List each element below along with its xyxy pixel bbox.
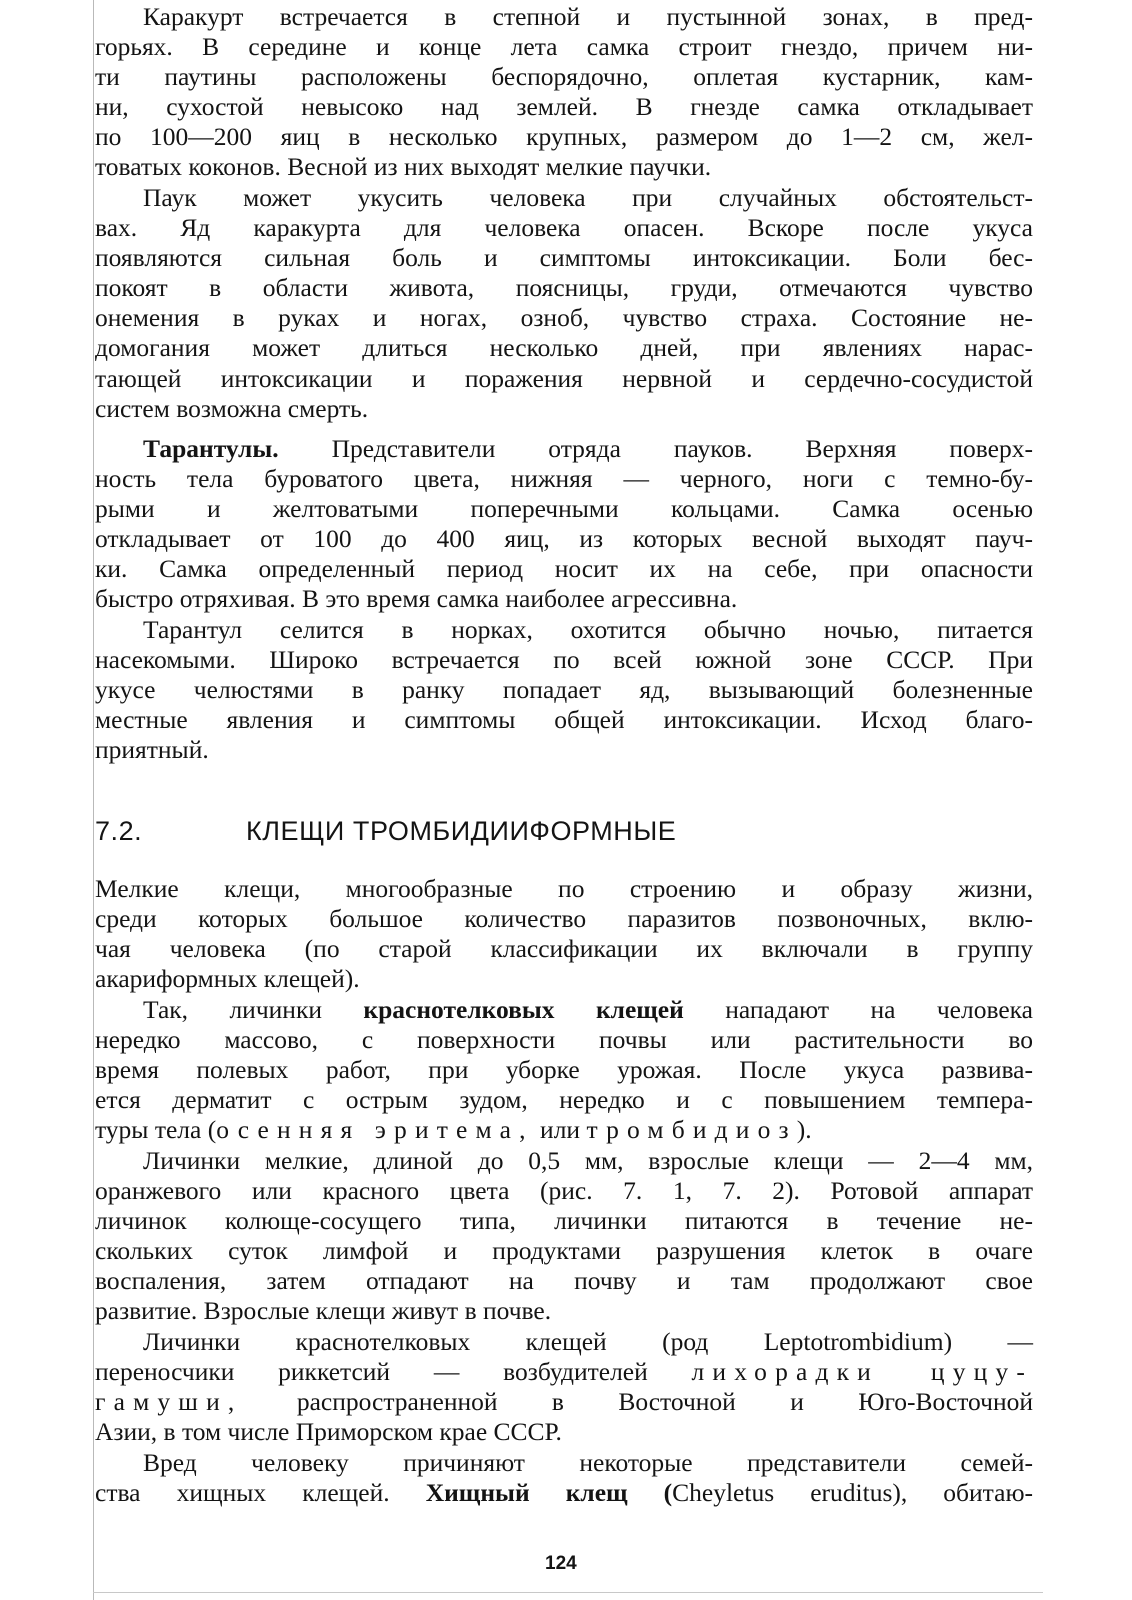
text-line: горьях. В середине и конце лета самка строит гнездо, причем ни- [95,32,1033,62]
page-number: 124 [545,1553,577,1574]
text-fragment: переносчики риккетсий — возбудителей [95,1357,692,1387]
paragraph-mites-intro [95,874,1033,994]
text-line: нередко массово, с поверхности почвы или растительности во [95,1025,1033,1055]
term-tsutsugamushi-fever: лихорадки цуцу- [691,1357,1033,1387]
text-line: укусе челюстями в ранку попадает яд, вызывающий болезненные [95,675,1033,705]
text-line: систем возможна смерть. [95,393,369,423]
page-left-border [93,0,94,1600]
paragraph-tarantula-habitat [95,615,1033,765]
text-line: воспаления, затем отпадают на почву и там продолжают свое [95,1266,1033,1296]
text-line: личинок колюще-сосущего типа, личинки питаются в течение не- [95,1206,1033,1236]
text-line: ки. Самка определенный период носит их на себе, при опасности [95,554,1033,584]
paragraph-larvae [95,1146,1033,1327]
text-line: ти паутины расположены беспорядочно, оплетая кустарник, кам- [95,62,1033,92]
section-title: КЛЕЩИ ТРОМБИДИИФОРМНЫЕ [246,816,677,846]
section-number: 7.2. [95,816,143,846]
text-fragment: ства хищных клещей. [95,1478,426,1508]
text-line [95,1478,1033,1508]
text-line: Паук может укусить человека при случайных обстоятельст- [143,183,1033,212]
paragraph-karakurt-bite [95,183,1033,424]
text-line: откладывает от 100 до 400 яиц, из которых весной выходят пауч- [95,524,1033,554]
text-fragment: Представители отряда пауков. Верхняя поверх- [278,434,1033,463]
text-line: среди которых большое количество паразитов позвоночных, вклю- [95,904,1033,934]
text-line [95,434,1033,464]
term-trombidiosis: тромбидиоз [586,1115,797,1145]
text-line: развитие. Взрослые клещи живут в почве. [95,1296,552,1326]
term-predatory-mite: Хищный клещ ( [425,1478,673,1508]
text-fragment: нападают на человека [683,995,1033,1024]
text-line: покоят в области живота, поясницы, груди, отмечаются чувство [95,273,1033,303]
text-line: Азии, в том числе Приморском крае СССР. [95,1417,562,1447]
text-fragment: туры тела ( [95,1115,217,1145]
term-autumn-erythema: осенняя эритема, [216,1115,534,1145]
text-line: приятный. [95,735,209,765]
page-bottom-border [93,1592,1043,1593]
text-line: Каракурт встречается в степной и пустынной зонах, в пред- [143,2,1033,31]
text-line: Мелкие клещи, многообразные по строению и образу жизни, [95,874,1033,903]
text-line: домогания может длиться несколько дней, при явлениях нарас- [95,333,1033,363]
text-line: насекомыми. Широко встречается по всей южной зоне СССР. При [95,645,1033,675]
term-tsutsugamushi-cont: гамуши, [95,1387,243,1417]
text-fragment: ). [796,1115,812,1145]
text-line: онемения в руках и ногах, озноб, чувство страха. Состояние не- [95,303,1033,333]
text-line: ется дерматит с острым зудом, нередко и с повышением темпера- [95,1085,1033,1115]
text-line: чая человека (по старой классификации их включали в группу [95,934,1033,964]
text-line: по 100—200 яиц в несколько крупных, размером до 1—2 см, жел- [95,122,1033,152]
text-fragment: или [533,1115,587,1145]
text-line: вах. Яд каракурта для человека опасен. Вскоре после укуса [95,213,1033,243]
text-line: Вред человеку причиняют некоторые представители семей- [143,1448,1033,1477]
text-line: быстро отряхивая. В это время самка наиболее агрессивна. [95,584,738,614]
term-red-mites: краснотелковых клещей [363,995,684,1024]
text-line [95,1387,1033,1417]
term-tarantulas: Тарантулы. [143,434,279,463]
section-heading [95,816,676,847]
text-line: товатых коконов. Весной из них выходят мелкие паучки. [95,152,712,182]
text-line [95,1357,1033,1387]
paragraph-red-mites [95,995,1033,1145]
text-line: местные явления и симптомы общей интоксикации. Исход благо- [95,705,1033,735]
text-line: оранжевого или красного цвета (рис. 7. 1, 7. 2). Ротовой аппарат [95,1176,1033,1206]
text-line: рыми и желтоватыми поперечными кольцами. Самка осенью [95,494,1033,524]
text-fragment: распространенной в Восточной и Юго-Восточной [242,1387,1033,1417]
text-line: ность тела буроватого цвета, нижняя — черного, ноги с темно-бу- [95,464,1033,494]
paragraph-leptotrombidium [95,1327,1033,1447]
text-line: время полевых работ, при уборке урожая. После укуса развива- [95,1055,1033,1085]
text-line: появляются сильная боль и симптомы интоксикации. Боли бес- [95,243,1033,273]
text-line: акариформных клещей). [95,964,360,994]
text-fragment: Так, личинки [143,995,364,1024]
text-line: Личинки краснотелковых клещей (род Leptotrombidium) — [143,1327,1033,1356]
text-line [95,995,1033,1025]
text-line: Тарантул селится в норках, охотится обычно ночью, питается [143,615,1033,644]
text-line [95,1115,1033,1145]
paragraph-predatory-mites [95,1448,1033,1508]
paragraph-tarantulas [95,434,1033,615]
text-line: тающей интоксикации и поражения нервной и сердечно-сосудистой [95,363,1033,393]
text-line: ни, сухостой невысоко над землей. В гнезде самка откладывает [95,92,1033,122]
paragraph-karakurt-habitat [95,2,1033,183]
text-fragment: Cheyletus eruditus), обитаю- [672,1478,1033,1508]
text-line: скольких суток лимфой и продуктами разрушения клеток в очаге [95,1236,1033,1266]
text-line: Личинки мелкие, длиной до 0,5 мм, взрослые клещи — 2—4 мм, [143,1146,1033,1175]
